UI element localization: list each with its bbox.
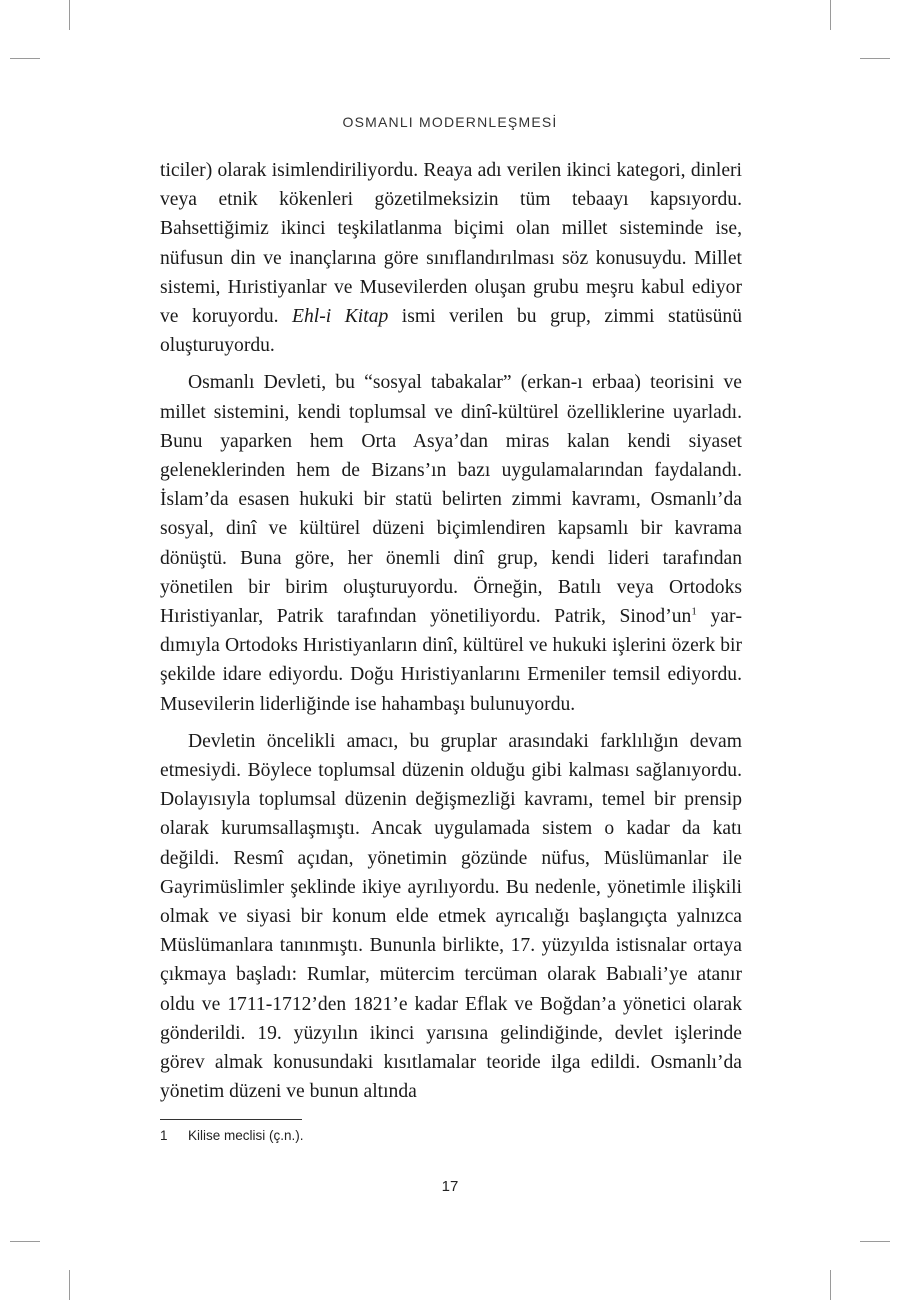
paragraph-2: Osmanlı Devleti, bu “sosyal tabakalar” (erkan-ı erbaa) teorisini ve millet sistemini, kendi toplumsal ve dinî-kültürel özelliklerine uyarladı. Bunu yaparken hem Orta Asya’dan miras kalan kendi siyaset geleneklerinden hem de Bizans’ın bazı uygulamalarından faydalandı. İslam’da esasen hukuki bir statü belirten zimmi kavramı, Osmanlı’da sosyal, dinî ve kültürel düzeni biçimlendiren kapsamlı bir kavrama dönüştü. Buna göre, her önemli dinî grup, kendi lideri tarafından yönetilen bir birim oluşturuyordu. Örneğin, Batılı veya Ortodoks Hıristiyanlar, Patrik tarafından yönetiliyordu. Patrik, $Sinod’un^1$ yardımıyla Ortodoks Hıristiyanların dinî, kültürel ve hukuki işlerini özerk bir şekilde idare ediyordu. Doğu Hıristiyanlarını Ermeniler temsil ediyordu. Musevilerin liderliğinde ise hahambaşı bulunuyordu. xyxy=(160,372,743,715)
footnote-divider xyxy=(160,1119,302,1120)
paragraph-3: Devletin öncelikli amacı, bu gruplar arasındaki farklılığın devam etmesiydi. Böylece toplumsal düzenin olduğu gibi kalması sağlanıyordu. Dolayısıyla toplumsal düzenin değişmezliği kavramı, temel bir prensip olarak kurumsallaşmıştı. Ancak uygulamada sistem o kadar da katı değildi. Resmî açıdan, yönetimin gözünde nüfus, Müslümanlar ile Gayrimüslimler şeklinde ikiye ayrılıyordu. Bu nedenle, yönetimle ilişkili olmak ve siyasi bir konum elde etmek ayrıcalığı başlangıçta yalnızca Müslümanlara tanınmıştı. Bununla birlikte, 17. yüzyılda istisnalar ortaya çıkmaya başladı: Rumlar, mütercim tercüman olarak Babıali’ye atanır oldu ve 1711-1712’den 1821’e kadar Eflak ve Boğdan’a yönetici olarak gönderildi. 19. yüzyılın ikinci yarısına gelindiğinde, devlet işlerinde görev almak konusundaki kısıtlamalar teoride ilga edildi. Osmanlı’da yönetim düzeni ve bunun altında xyxy=(160,730,742,1103)
footnote-number: 1 xyxy=(160,1128,168,1143)
footnote-reference[interactable]: 1 xyxy=(691,605,697,618)
page-number: 17 xyxy=(441,1178,459,1195)
running-head: OSMANLI MODERNLEŞMESİ xyxy=(342,114,558,130)
crop-mark-top-right xyxy=(830,0,831,30)
crop-mark-right-top xyxy=(860,58,890,59)
crop-mark-left-top xyxy=(10,58,40,59)
crop-mark-top-left xyxy=(69,0,70,30)
crop-mark-left-bottom xyxy=(10,1241,40,1242)
crop-mark-bottom-left xyxy=(69,1270,70,1300)
crop-mark-right-bottom xyxy=(860,1241,890,1242)
footnote xyxy=(160,1128,304,1143)
footnote-text: Kilise meclisi (ç.n.). xyxy=(188,1128,304,1143)
crop-mark-bottom-right xyxy=(830,1270,831,1300)
paragraph-1: ticiler) olarak isimlendiriliyordu. Reaya adı verilen ikinci kategori, dinleri veya etnik kökenleri gözetilmeksizin tüm tebaayı kapsıyordu. Bahsettiğimiz ikinci teşkilatlanma biçimi olan millet sisteminde ise, nüfusun din ve inançlarına göre sınıflandırılması söz konusuydu. Millet sistemi, Hıristiyanlar ve Musevilerden oluşan grubu meşru kabul ediyor ve koruyordu. Ehl-i Kitap ismi verilen bu grup, zimmi statüsünü oluşturuyordu. xyxy=(160,160,742,357)
italic-term: Ehl-i Kitap xyxy=(292,306,389,328)
body-text xyxy=(160,156,742,1115)
